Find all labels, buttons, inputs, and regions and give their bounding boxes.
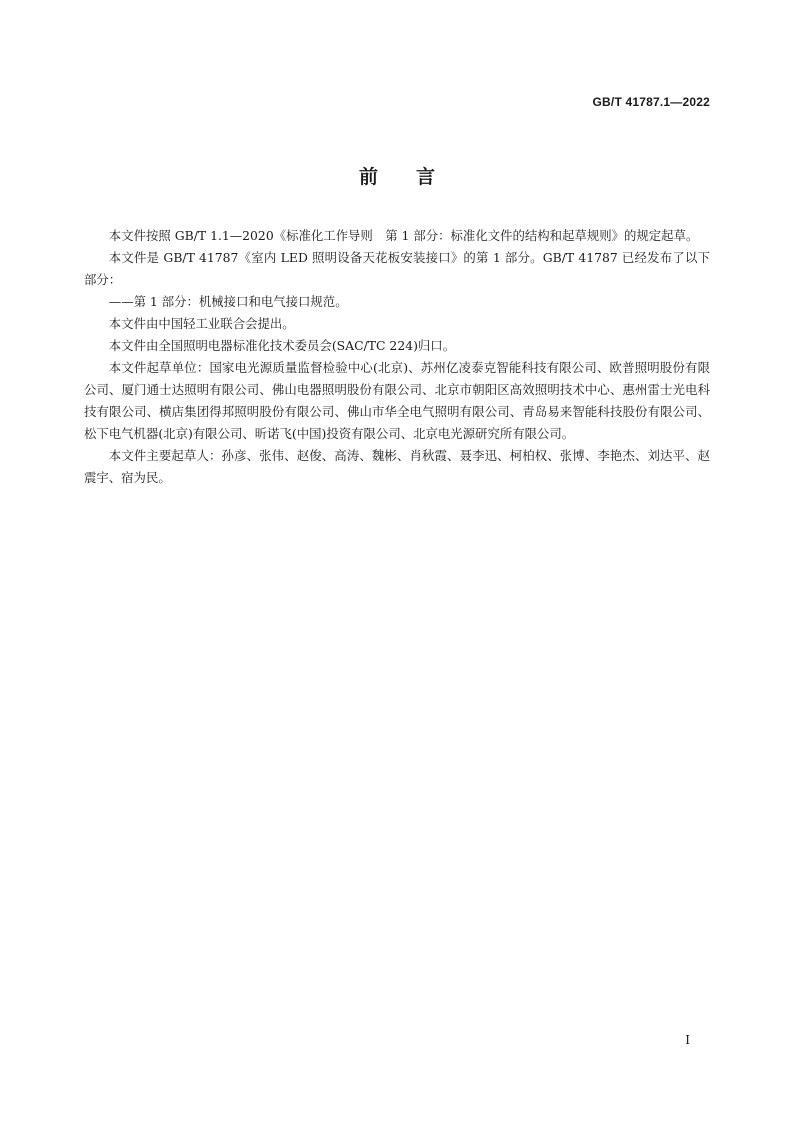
title-char-2: 言	[416, 166, 436, 188]
paragraph-drafting-rules: 本文件按照 GB/T 1.1—2020《标准化工作导则 第 1 部分：标准化文件的结构和起草规则》的规定起草。	[108, 228, 699, 243]
paragraph-proposed-by: 本文件由中国轻工业联合会提出。	[108, 316, 295, 331]
paragraph-part-list-item: ——第 1 部分：机械接口和电气接口规范。	[108, 294, 348, 309]
paragraph-main-drafters: 本文件主要起草人：孙彦、张伟、赵俊、高涛、魏彬、肖秋霞、聂李迅、柯柏权、张博、李艳杰、刘达平、赵震宇、宿为民。	[84, 448, 710, 485]
document-code: GB/T 41787.1—2022	[592, 95, 710, 109]
page-number: I	[685, 1033, 690, 1047]
paragraph-administered-by: 本文件由全国照明电器标准化技术委员会(SAC/TC 224)归口。	[108, 338, 456, 353]
foreword-body	[84, 225, 710, 489]
paragraph-series-info: 本文件是 GB/T 41787《室内 LED 照明设备天花板安装接口》的第 1 部分。GB/T 41787 已经发布了以下部分：	[84, 250, 710, 287]
page-title	[0, 162, 794, 189]
paragraph-drafting-organizations: 本文件起草单位：国家电光源质量监督检验中心(北京)、苏州亿凌泰克智能科技有限公司、欧普照明股份有限公司、厦门通士达照明有限公司、佛山电器照明股份有限公司、北京市朝阳区高效照明技术中心、惠州雷士光电科技有限公司、横店集团得邦照明股份有限公司、佛山市华全电气照明有限公司、青岛易来智能科技股份有限公司、松下电气机器(北京)有限公司、昕诺飞(中国)投资有限公司、北京电光源研究所有限公司。	[84, 360, 710, 441]
title-char-1: 前	[358, 166, 378, 188]
